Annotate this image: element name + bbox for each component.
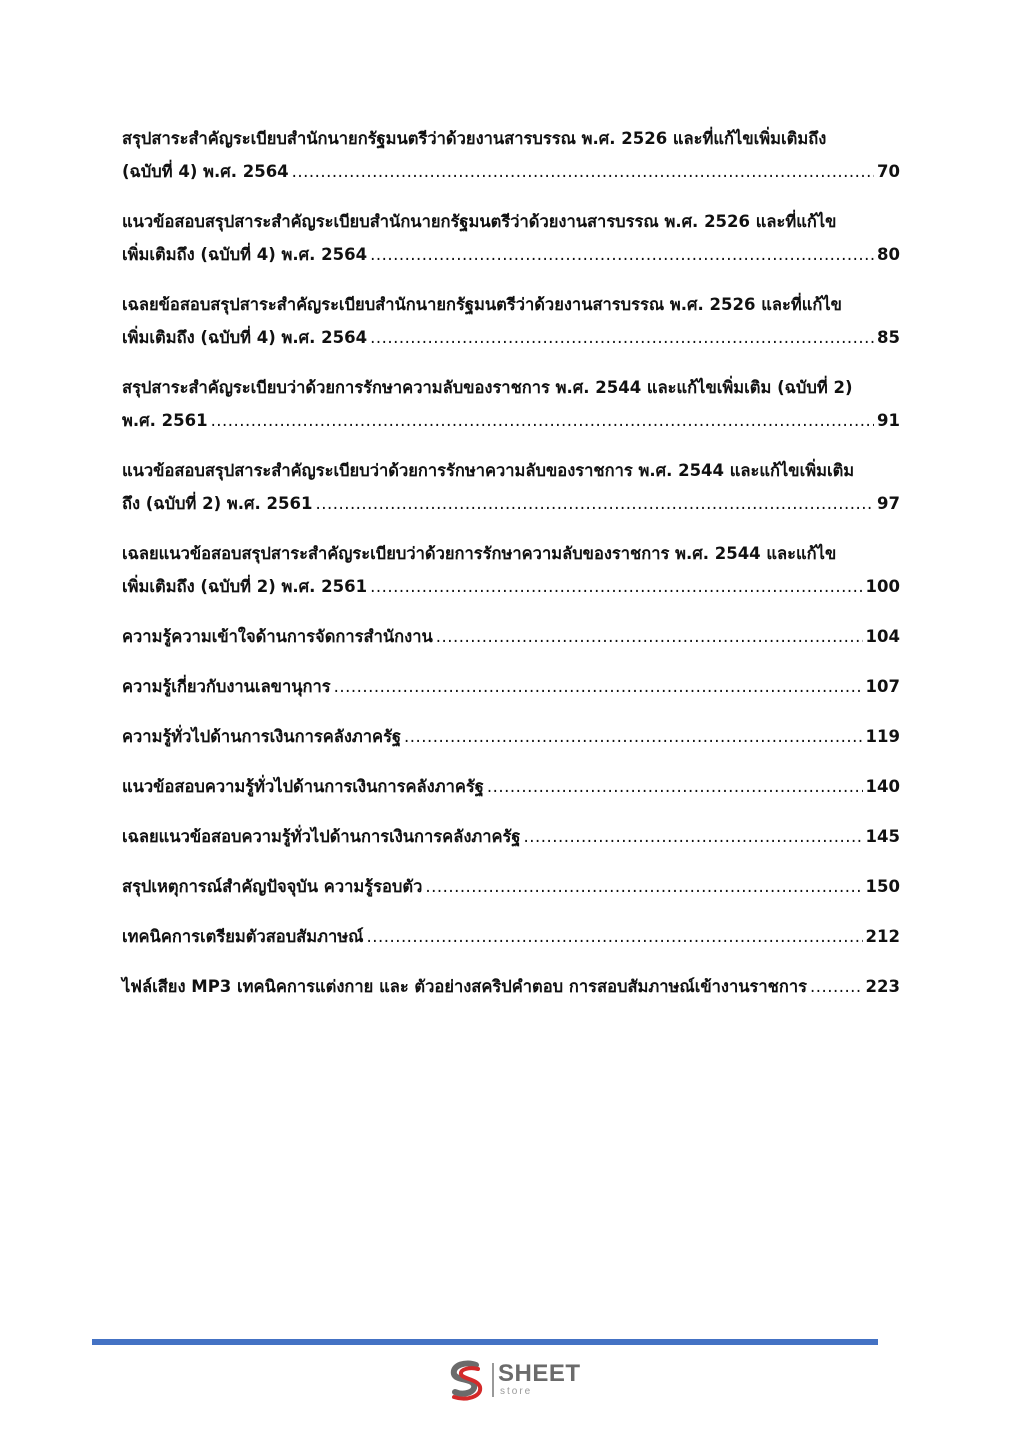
toc-entry-title: ความรู้ความเข้าใจด้านการจัดการสำนักงาน: [122, 627, 433, 646]
toc-entry[interactable]: [122, 720, 900, 753]
sheet-store-logo: [446, 1359, 596, 1403]
toc-entry[interactable]: [122, 537, 900, 603]
toc-entry-title: (ฉบับที่ 4) พ.ศ. 2564: [122, 162, 289, 181]
dot-leader: [370, 238, 874, 271]
toc-entry-last-line: [122, 670, 900, 703]
toc-entry[interactable]: [122, 122, 900, 188]
toc-entry[interactable]: [122, 288, 900, 354]
toc-entry-title: เทคนิคการเตรียมตัวสอบสัมภาษณ์: [122, 927, 364, 946]
toc-entry-title: สรุปเหตุการณ์สำคัญปัจจุบัน ความรู้รอบตัว: [122, 877, 423, 896]
toc-entry-last-line: [122, 620, 900, 653]
toc-entry[interactable]: [122, 371, 900, 437]
toc-page-number: 100: [865, 577, 900, 596]
toc-entry-last-line: [122, 970, 900, 1003]
toc-entry-last-line: [122, 321, 900, 354]
toc-entry[interactable]: [122, 620, 900, 653]
toc-entry-title-line1: สรุปสาระสำคัญระเบียบสำนักนายกรัฐมนตรีว่าด้วยงานสารบรรณ พ.ศ. 2526 และที่แก้ไขเพิ่มเติมถึง: [122, 129, 827, 148]
toc-page-number: 140: [865, 777, 900, 796]
dot-leader: [334, 670, 863, 703]
toc-entry-title: เฉลยแนวข้อสอบความรู้ทั่วไปด้านการเงินการคลังภาครัฐ: [122, 827, 521, 846]
footer-rule: [92, 1339, 878, 1345]
toc-entry[interactable]: [122, 870, 900, 903]
toc-page-number: 97: [877, 494, 900, 513]
toc-entry-title: เพิ่มเติมถึง (ฉบับที่ 4) พ.ศ. 2564: [122, 245, 368, 264]
dot-leader: [315, 487, 874, 520]
table-of-contents: [122, 122, 900, 1020]
toc-entry-title-line1: เฉลยข้อสอบสรุปสาระสำคัญระเบียบสำนักนายกรัฐมนตรีว่าด้วยงานสารบรรณ พ.ศ. 2526 และที่แก้ไข: [122, 295, 842, 314]
toc-page-number: 150: [865, 877, 900, 896]
toc-page-number: 80: [877, 245, 900, 264]
toc-entry-title: ไฟล์เสียง MP3 เทคนิคการแต่งกาย และ ตัวอย่างสคริปคำตอบ การสอบสัมภาษณ์เข้างานราชการ: [122, 977, 807, 996]
dot-leader: [524, 820, 863, 853]
toc-entry[interactable]: [122, 205, 900, 271]
dot-leader: [211, 404, 874, 437]
toc-page-number: 91: [877, 411, 900, 430]
logo-subtitle: store: [500, 1386, 533, 1397]
dot-leader: [810, 970, 863, 1003]
logo-divider: [492, 1363, 494, 1397]
toc-page-number: 107: [865, 677, 900, 696]
toc-entry-title: ถึง (ฉบับที่ 2) พ.ศ. 2561: [122, 494, 313, 513]
toc-entry-last-line: [122, 770, 900, 803]
toc-entry-last-line: [122, 155, 900, 188]
toc-entry-title-line1: สรุปสาระสำคัญระเบียบว่าด้วยการรักษาความลับของราชการ พ.ศ. 2544 และแก้ไขเพิ่มเติม (ฉบับที่ 2): [122, 378, 853, 397]
toc-entry-last-line: [122, 238, 900, 271]
toc-entry[interactable]: [122, 920, 900, 953]
toc-entry-title: เพิ่มเติมถึง (ฉบับที่ 2) พ.ศ. 2561: [122, 577, 368, 596]
dot-leader: [370, 570, 862, 603]
toc-page-number: 145: [865, 827, 900, 846]
toc-page-number: 70: [877, 162, 900, 181]
toc-entry[interactable]: [122, 770, 900, 803]
toc-entry-title: ความรู้เกี่ยวกับงานเลขานุการ: [122, 677, 331, 696]
toc-entry-last-line: [122, 720, 900, 753]
dot-leader: [404, 720, 863, 753]
toc-entry[interactable]: [122, 670, 900, 703]
toc-entry[interactable]: [122, 820, 900, 853]
toc-entry-last-line: [122, 570, 900, 603]
toc-page-number: 212: [865, 927, 900, 946]
dot-leader: [487, 770, 863, 803]
toc-page-number: 85: [877, 328, 900, 347]
toc-entry[interactable]: [122, 970, 900, 1003]
dot-leader: [366, 920, 862, 953]
dot-leader: [436, 620, 863, 653]
toc-entry-last-line: [122, 870, 900, 903]
toc-page-number: 223: [865, 977, 900, 996]
dot-leader: [292, 155, 874, 188]
toc-page-number: 104: [865, 627, 900, 646]
sheet-store-logo-icon: [446, 1359, 486, 1403]
toc-entry-title: พ.ศ. 2561: [122, 411, 208, 430]
toc-entry-last-line: [122, 820, 900, 853]
toc-entry-last-line: [122, 487, 900, 520]
toc-page-number: 119: [865, 727, 900, 746]
toc-entry-title: แนวข้อสอบความรู้ทั่วไปด้านการเงินการคลังภาครัฐ: [122, 777, 484, 796]
dot-leader: [425, 870, 862, 903]
toc-entry-last-line: [122, 404, 900, 437]
toc-entry-title-line1: เฉลยแนวข้อสอบสรุปสาระสำคัญระเบียบว่าด้วยการรักษาความลับของราชการ พ.ศ. 2544 และแก้ไข: [122, 544, 837, 563]
toc-entry-title-line1: แนวข้อสอบสรุปสาระสำคัญระเบียบสำนักนายกรัฐมนตรีว่าด้วยงานสารบรรณ พ.ศ. 2526 และที่แก้ไข: [122, 212, 837, 231]
dot-leader: [370, 321, 874, 354]
logo-wordmark: SHEET: [498, 1360, 581, 1387]
toc-entry-title: เพิ่มเติมถึง (ฉบับที่ 4) พ.ศ. 2564: [122, 328, 368, 347]
toc-entry-title: ความรู้ทั่วไปด้านการเงินการคลังภาครัฐ: [122, 727, 402, 746]
toc-entry-last-line: [122, 920, 900, 953]
toc-entry-title-line1: แนวข้อสอบสรุปสาระสำคัญระเบียบว่าด้วยการรักษาความลับของราชการ พ.ศ. 2544 และแก้ไขเพิ่มเติม: [122, 461, 855, 480]
toc-entry[interactable]: [122, 454, 900, 520]
